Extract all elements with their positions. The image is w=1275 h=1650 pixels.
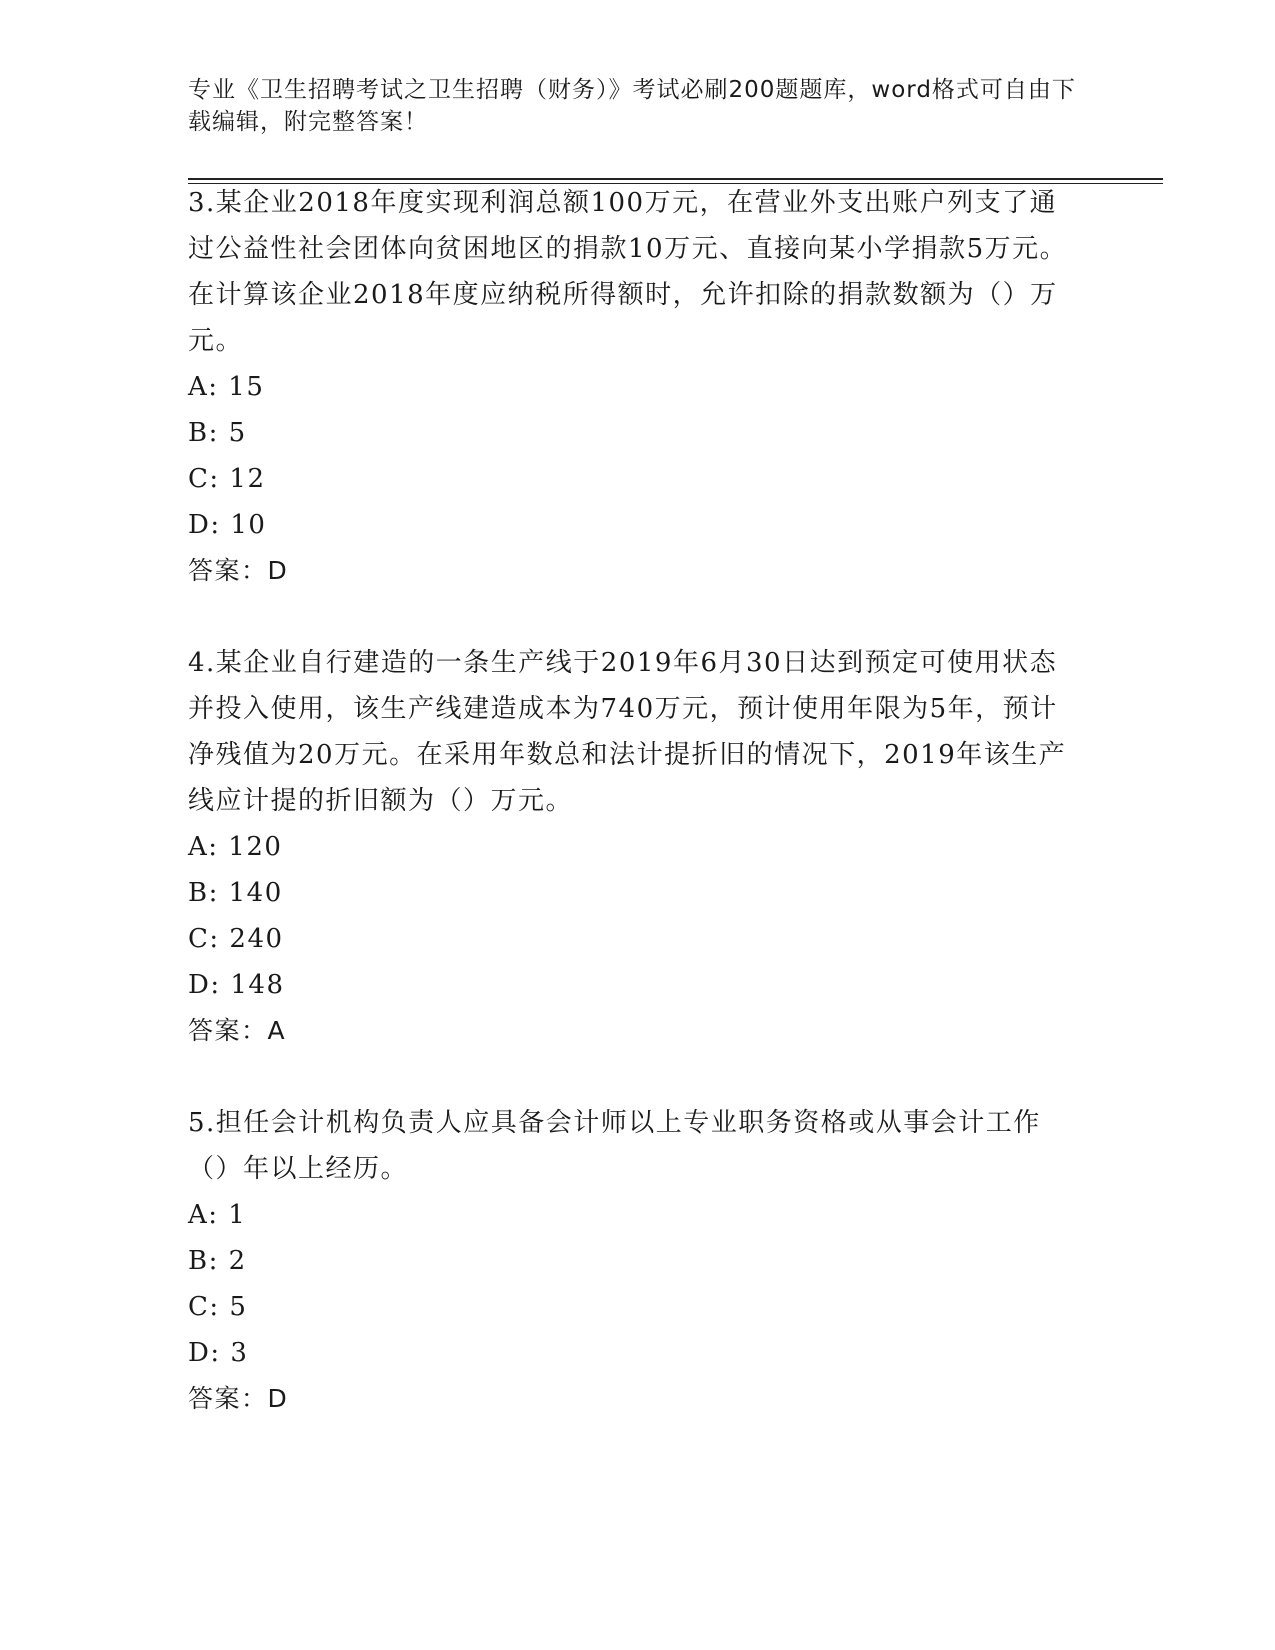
option-b: B: 140 xyxy=(188,878,283,908)
document-header xyxy=(188,74,1078,138)
option-b: B: 5 xyxy=(188,418,247,448)
option-c: C: 240 xyxy=(188,924,284,954)
question-stem: 4.某企业自行建造的一条生产线于2019年6月30日达到预定可使用状态并投入使用，该生产线建造成本为740万元，预计使用年限为5年，预计净残值为20万元。在采用年数总和法计提折旧的情况下，2019年该生产线应计提的折旧额为（）万元。 xyxy=(188,648,1067,816)
question-5 xyxy=(188,1100,1078,1422)
question-3 xyxy=(188,180,1078,594)
option-a: A: 15 xyxy=(188,372,265,402)
option-d: D: 148 xyxy=(188,970,285,1000)
option-a: A: 1 xyxy=(188,1200,247,1230)
answer-label: 答案：A xyxy=(188,1016,287,1045)
option-a: A: 120 xyxy=(188,832,283,862)
question-stem: 5.担任会计机构负责人应具备会计师以上专业职务资格或从事会计工作（）年以上经历。 xyxy=(188,1108,1041,1184)
header-title: 专业《卫生招聘考试之卫生招聘（财务）》考试必刷200题题库，word格式可自由下载编辑，附完整答案！ xyxy=(188,77,1076,135)
option-c: C: 5 xyxy=(188,1292,248,1322)
answer-label: 答案：D xyxy=(188,1384,289,1413)
option-d: D: 10 xyxy=(188,510,267,540)
question-4 xyxy=(188,640,1078,1054)
answer-label: 答案：D xyxy=(188,556,289,585)
option-c: C: 12 xyxy=(188,464,266,494)
option-b: B: 2 xyxy=(188,1246,247,1276)
option-d: D: 3 xyxy=(188,1338,249,1368)
question-stem: 3.某企业2018年度实现利润总额100万元，在营业外支出账户列支了通过公益性社会团体向贫困地区的捐款10万元、直接向某小学捐款5万元。在计算该企业2018年度应纳税所得额时，允许扣除的捐款数额为（）万元。 xyxy=(188,188,1068,356)
